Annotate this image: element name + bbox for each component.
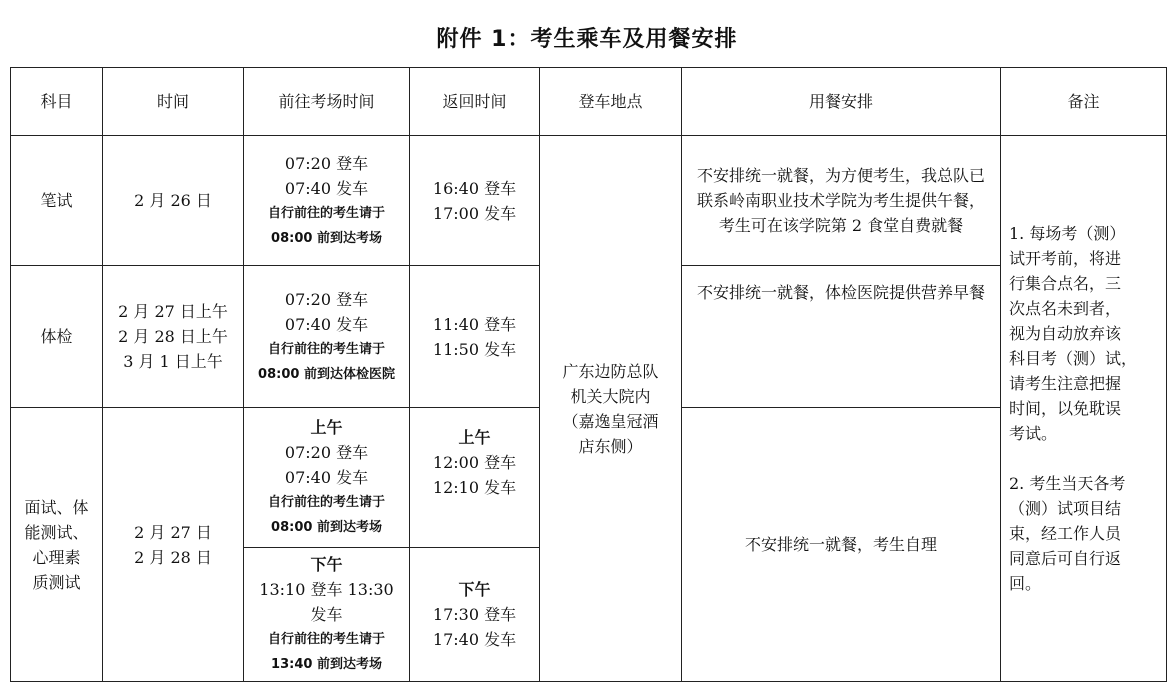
header-row — [11, 68, 1167, 136]
written-subject: 笔试 — [11, 136, 103, 266]
interview-pm-return: 下午 17:30 登车 17:40 发车 — [410, 548, 540, 682]
physical-date: 2 月 27 日上午 2 月 28 日上午 3 月 1 日上午 — [103, 266, 244, 408]
written-date: 2 月 26 日 — [103, 136, 244, 266]
interview-am-depart: 上午 07:20 登车 07:40 发车 自行前往的考生请于 08:00 前到达考场 — [244, 408, 410, 548]
header-boarding-location: 登车地点 — [540, 68, 682, 136]
physical-depart: 07:20 登车 07:40 发车 自行前往的考生请于 08:00 前到达体检医院 — [244, 266, 410, 408]
physical-subject: 体检 — [11, 266, 103, 408]
header-remarks: 备注 — [1001, 68, 1167, 136]
header-meal-arrangement: 用餐安排 — [682, 68, 1001, 136]
boarding-location: 广东边防总队 机关大院内 （嘉逸皇冠酒 店东侧） — [540, 136, 682, 682]
interview-pm-depart: 下午 13:10 登车 13:30 发车 自行前往的考生请于 13:40 前到达考场 — [244, 548, 410, 682]
physical-meal: 不安排统一就餐，体检医院提供营养早餐 — [682, 266, 1001, 408]
written-depart: 07:20 登车 07:40 发车 自行前往的考生请于 08:00 前到达考场 — [244, 136, 410, 266]
interview-date: 2 月 27 日 2 月 28 日 — [103, 408, 244, 682]
page-title: 附件 1：考生乘车及用餐安排 — [436, 27, 738, 52]
written-return: 16:40 登车 17:00 发车 — [410, 136, 540, 266]
physical-return: 11:40 登车 11:50 发车 — [410, 266, 540, 408]
interview-meal: 不安排统一就餐，考生自理 — [682, 408, 1001, 682]
table-row-written — [11, 136, 1167, 266]
remark-2: 2. 考生当天各考 （测）试项目结 束，经工作人员 同意后可自行返 回。 — [1009, 474, 1126, 593]
interview-subject: 面试、体 能测试、 心理素 质测试 — [11, 408, 103, 682]
header-time: 时间 — [103, 68, 244, 136]
arrangement-table — [10, 67, 1167, 682]
remark-1: 1. 每场考（测） 试开考前，将进 行集合点名，三 次点名未到者， 视为自动放弃该 科目考（测）试， 请考生注意把握 时间，以免耽误 考试。 — [1009, 224, 1138, 443]
interview-am-return: 上午 12:00 登车 12:10 发车 — [410, 408, 540, 548]
remarks — [1001, 136, 1167, 682]
header-return-time: 返回时间 — [410, 68, 540, 136]
header-depart-time: 前往考场时间 — [244, 68, 410, 136]
header-subject: 科目 — [11, 68, 103, 136]
written-meal: 不安排统一就餐，为方便考生，我总队已联系岭南职业技术学院为考生提供午餐，考生可在该学院第 2 食堂自费就餐 — [682, 136, 1001, 266]
